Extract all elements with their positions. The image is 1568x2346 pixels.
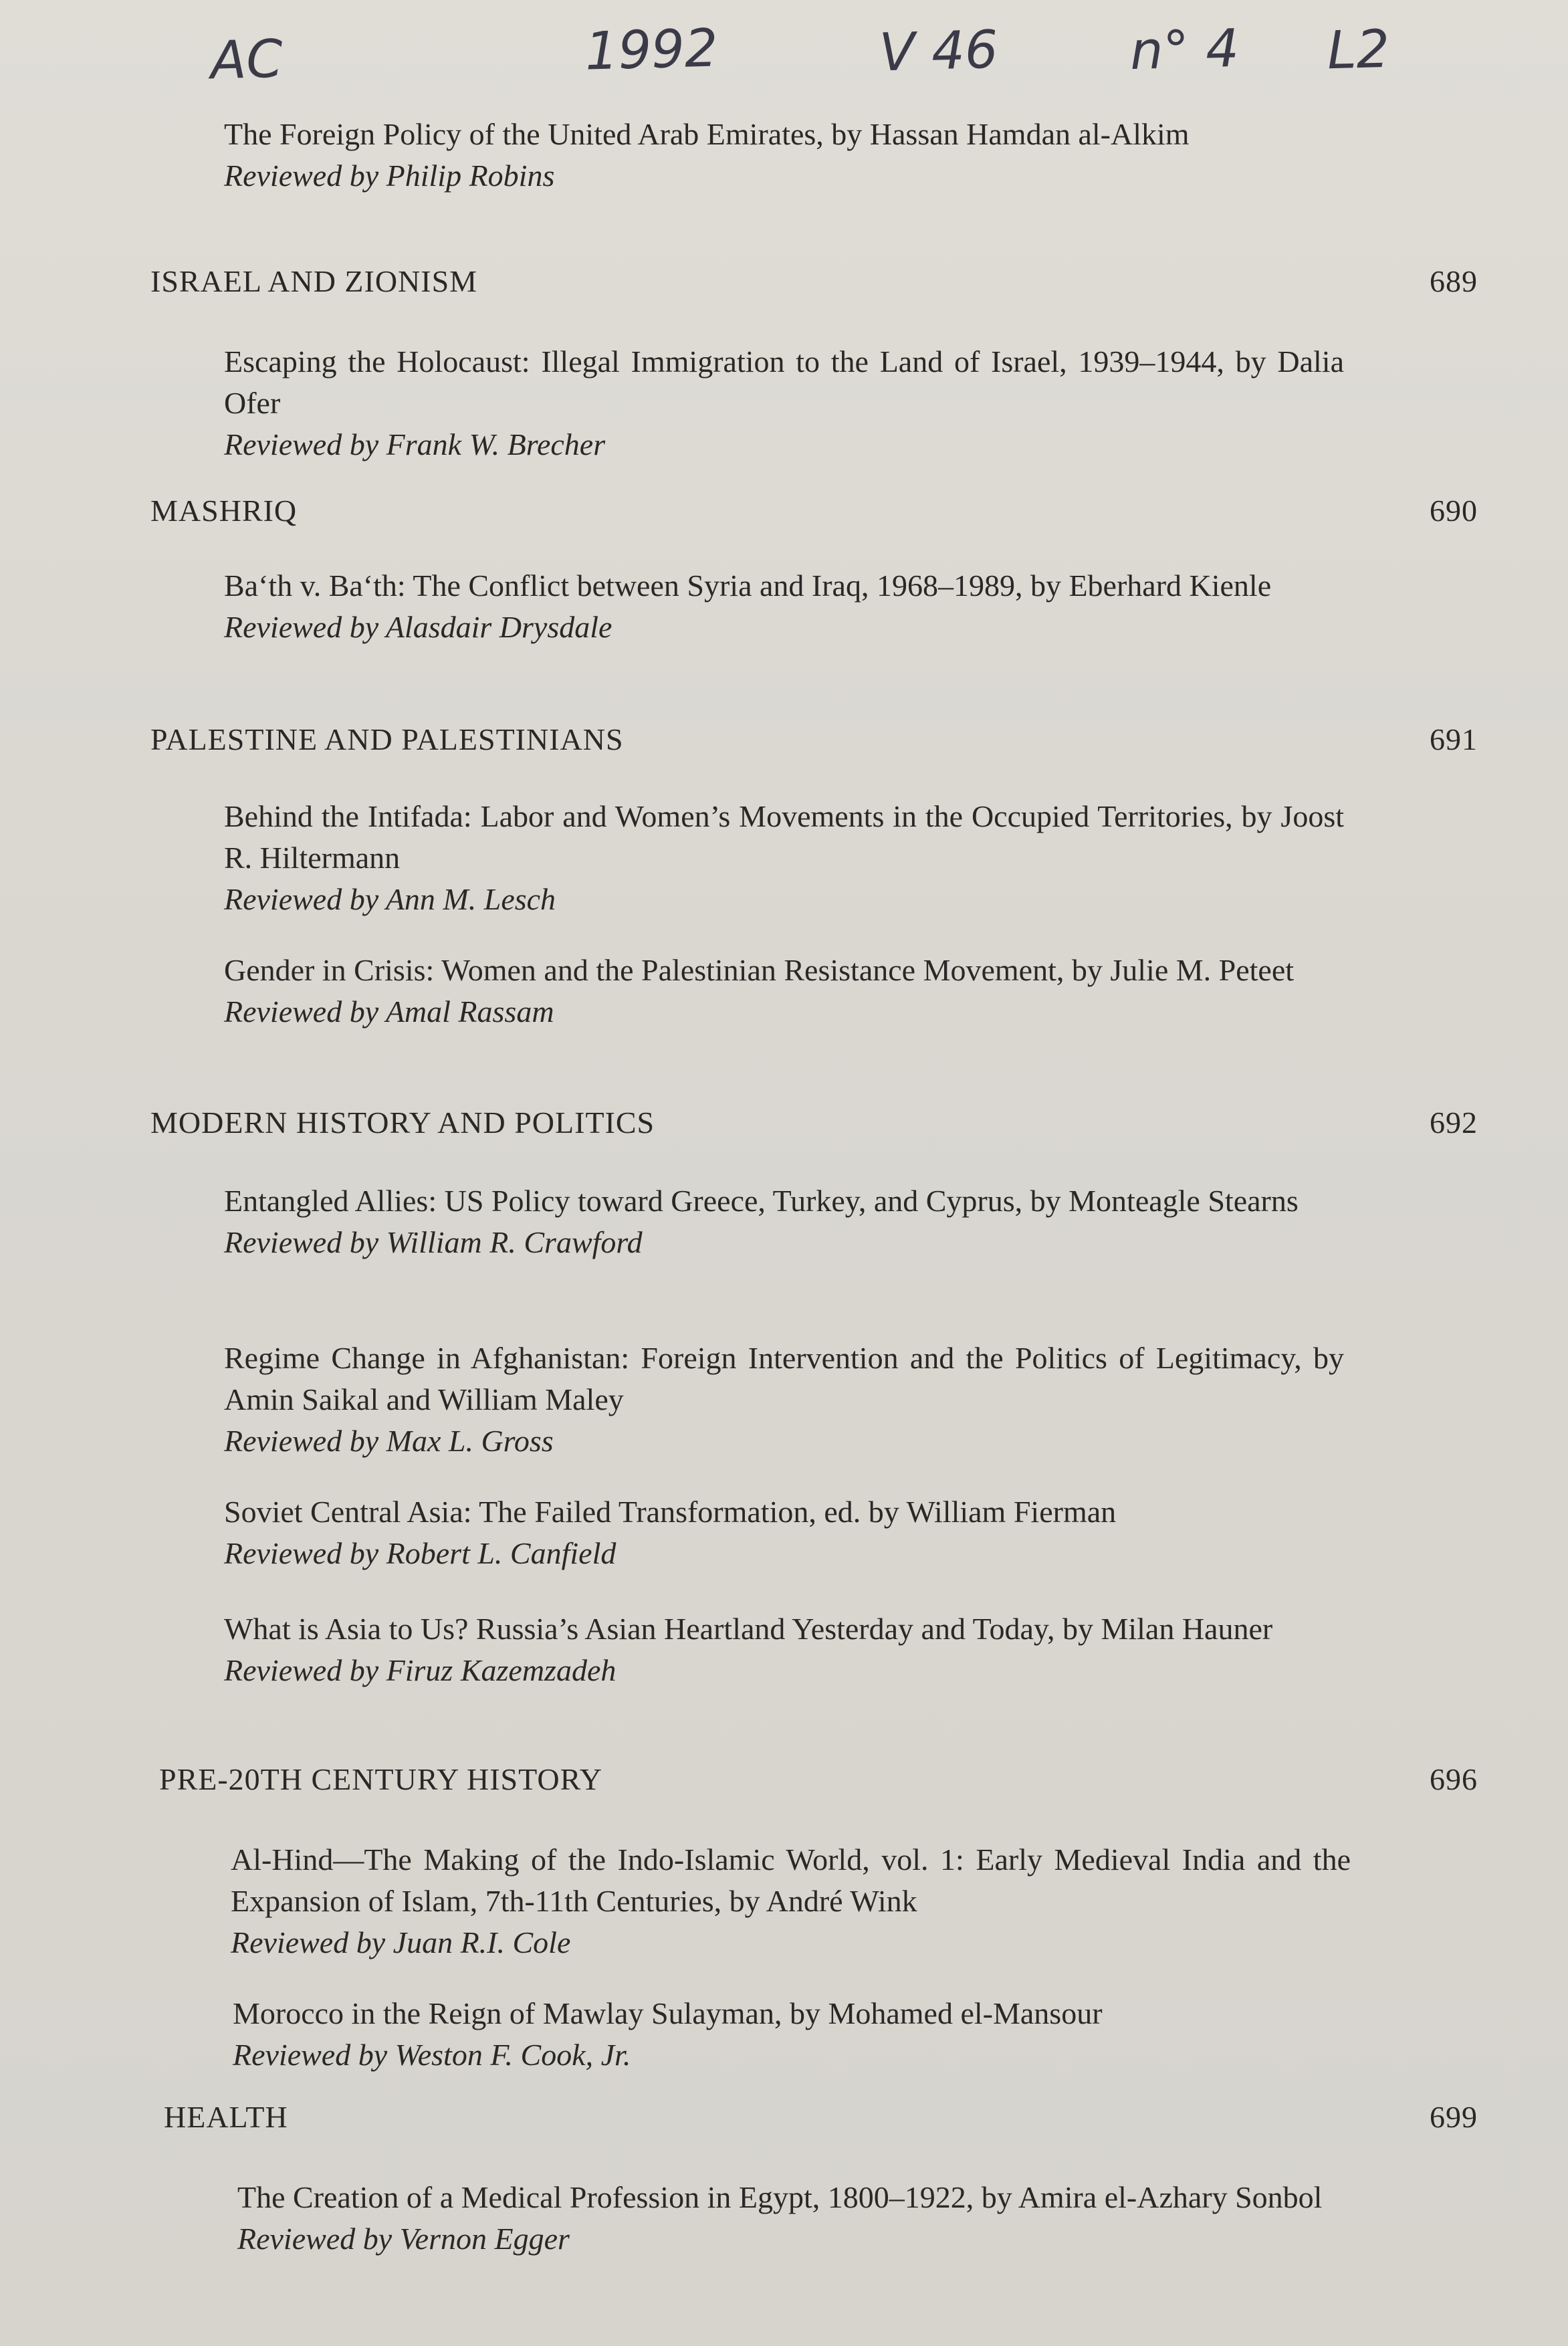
review-entry	[224, 341, 1344, 465]
review-entry	[233, 1993, 1353, 2076]
reviewer: Reviewed by Ann M. Lesch	[224, 882, 556, 916]
page-number: 691	[1430, 722, 1478, 756]
book-title: Gender in Crisis: Women and the Palestinian Resistance Movement, by Julie M. Peteet	[224, 953, 1295, 987]
page-number: 689	[1430, 264, 1478, 298]
book-title: Regime Change in Afghanistan: Foreign Intervention and the Politics of Legitimacy, by Amin Saikal and William Maley	[224, 1341, 1344, 1416]
section-title: PRE-20TH CENTURY HISTORY	[159, 1762, 602, 1796]
handwritten-note-part: V 46	[878, 19, 999, 84]
handwritten-note-part: 1992	[584, 18, 719, 82]
reviewer: Reviewed by Philip Robins	[224, 158, 555, 193]
review-entry	[224, 796, 1344, 920]
review-entry	[224, 565, 1344, 648]
handwritten-note-part: L2	[1326, 19, 1391, 82]
reviewer: Reviewed by Max L. Gross	[224, 1424, 554, 1458]
review-entry	[224, 1608, 1344, 1691]
section-heading	[150, 490, 1478, 532]
book-title: What is Asia to Us? Russia’s Asian Heartland Yesterday and Today, by Milan Hauner	[224, 1612, 1273, 1646]
book-title: Behind the Intifada: Labor and Women’s Movements in the Occupied Territories, by Joost R. Hiltermann	[224, 799, 1344, 875]
book-title: Ba‘th v. Ba‘th: The Conflict between Syria and Iraq, 1968–1989, by Eberhard Kienle	[224, 568, 1272, 603]
book-title: Soviet Central Asia: The Failed Transformation, ed. by William Fierman	[224, 1495, 1117, 1529]
section-heading	[164, 2097, 1478, 2138]
book-title: The Foreign Policy of the United Arab Emirates, by Hassan Hamdan al-Alkim	[224, 117, 1190, 151]
page-number: 699	[1430, 2100, 1478, 2134]
section-title: PALESTINE AND PALESTINIANS	[150, 722, 624, 756]
section-title: HEALTH	[164, 2100, 288, 2134]
section-heading	[150, 719, 1478, 760]
reviewer: Reviewed by Alasdair Drysdale	[224, 610, 612, 644]
reviewer: Reviewed by Vernon Egger	[237, 2222, 570, 2256]
reviewer: Reviewed by Frank W. Brecher	[224, 427, 606, 461]
section-heading	[150, 261, 1478, 302]
reviewer: Reviewed by Firuz Kazemzadeh	[224, 1653, 617, 1687]
review-entry	[224, 1491, 1344, 1574]
reviewer: Reviewed by Weston F. Cook, Jr.	[233, 2038, 631, 2072]
reviewer: Reviewed by Robert L. Canfield	[224, 1536, 617, 1570]
review-entry	[224, 1338, 1344, 1462]
review-entry	[224, 114, 1344, 197]
review-entry	[224, 1180, 1344, 1263]
book-title: Morocco in the Reign of Mawlay Sulayman, by Mohamed el-Mansour	[233, 1996, 1103, 2030]
section-heading	[159, 1759, 1478, 1800]
reviewer: Reviewed by Juan R.I. Cole	[231, 1925, 571, 1959]
reviewer: Reviewed by William R. Crawford	[224, 1225, 643, 1259]
review-entry	[224, 950, 1344, 1033]
page-number: 696	[1430, 1762, 1478, 1796]
book-title: Escaping the Holocaust: Illegal Immigration to the Land of Israel, 1939–1944, by Dalia Ofer	[224, 344, 1344, 420]
section-heading	[150, 1102, 1478, 1144]
book-title: Al-Hind—The Making of the Indo-Islamic World, vol. 1: Early Medieval India and the Expansion of Islam, 7th-11th Centuries, by André Wink	[231, 1842, 1351, 1918]
page-number: 690	[1430, 494, 1478, 528]
handwritten-note-part: n° 4	[1129, 18, 1240, 82]
section-title: MASHRIQ	[150, 494, 298, 528]
book-title: Entangled Allies: US Policy toward Greece, Turkey, and Cyprus, by Monteagle Stearns	[224, 1184, 1299, 1218]
reviewer: Reviewed by Amal Rassam	[224, 994, 554, 1029]
handwritten-note-part: AC	[209, 29, 284, 92]
review-entry	[237, 2177, 1357, 2260]
review-entry	[231, 1839, 1351, 1963]
section-title: ISRAEL AND ZIONISM	[150, 264, 478, 298]
page-number: 692	[1430, 1105, 1478, 1140]
section-title: MODERN HISTORY AND POLITICS	[150, 1105, 655, 1140]
book-title: The Creation of a Medical Profession in Egypt, 1800–1922, by Amira el-Azhary Sonbol	[237, 2180, 1323, 2214]
